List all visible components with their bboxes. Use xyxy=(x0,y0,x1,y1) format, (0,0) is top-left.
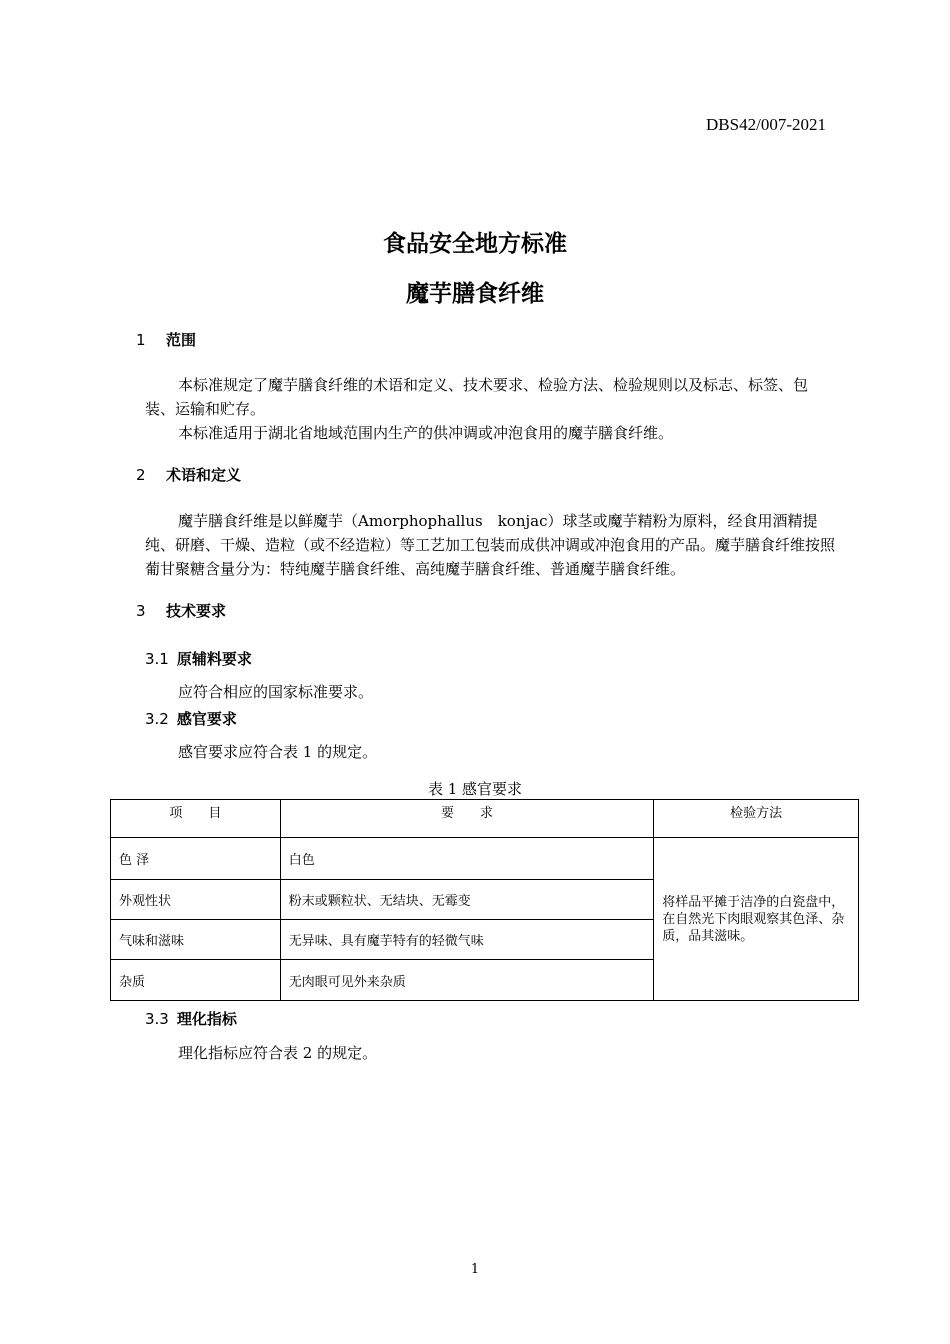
paragraph: 理化指标应符合表 2 的规定。 xyxy=(178,1044,378,1062)
table-header-row xyxy=(111,800,859,838)
section-1-heading xyxy=(136,329,196,350)
method-cell: 将样品平摊于洁净的白瓷盘中，在自然光下肉眼观察其色泽、杂质，品其滋味。 xyxy=(654,838,859,1001)
requirement-cell: 粉末或颗粒状、无结块、无霉变 xyxy=(280,880,653,920)
paragraph: 感官要求应符合表 1 的规定。 xyxy=(178,743,378,761)
paragraph: 应符合相应的国家标准要求。 xyxy=(178,683,374,701)
item-cell: 色 泽 xyxy=(111,838,281,880)
section-title: 技术要求 xyxy=(166,602,227,620)
paragraph: 本标准规定了魔芋膳食纤维的术语和定义、技术要求、检验方法、检验规则以及标志、标签、包装、运输和贮存。 xyxy=(145,376,809,418)
table-1-caption: 表 1 感官要求 xyxy=(427,780,523,798)
section-number: 3.3 xyxy=(145,1010,169,1028)
header-requirement: 要 求 xyxy=(280,800,653,838)
header-method: 检验方法 xyxy=(654,800,859,838)
standard-code: DBS42/007-2021 xyxy=(706,115,826,134)
section-3-2-body xyxy=(145,740,835,764)
section-number: 3 xyxy=(136,602,146,620)
item-cell: 外观性状 xyxy=(111,880,281,920)
paragraph: 魔芋膳食纤维是以鲜魔芋（Amorphophallus konjac）球茎或魔芋精粉为原料，经食用酒精提纯、研磨、干燥、造粒（或不经造粒）等工艺加工包装而成供冲调或冲泡食用的产品。魔芋膳食纤维按照葡甘聚糖含量分为：特纯魔芋膳食纤维、高纯魔芋膳食纤维、普通魔芋膳食纤维。 xyxy=(145,512,836,578)
requirement-cell: 无异味、具有魔芋特有的轻微气味 xyxy=(280,920,653,960)
section-title: 原辅料要求 xyxy=(176,650,252,668)
section-3-heading xyxy=(136,600,226,621)
table-row xyxy=(111,838,859,880)
header-item: 项 目 xyxy=(111,800,281,838)
section-3-1-heading xyxy=(145,648,252,669)
section-2-body xyxy=(145,509,835,581)
sensory-table xyxy=(110,799,859,1001)
section-title: 范围 xyxy=(166,331,197,349)
section-number: 3.2 xyxy=(145,710,169,728)
item-cell: 杂质 xyxy=(111,960,281,1001)
section-3-3-heading xyxy=(145,1008,237,1029)
section-number: 2 xyxy=(136,466,146,484)
requirement-cell: 白色 xyxy=(280,838,653,880)
section-number: 3.1 xyxy=(145,650,169,668)
section-title: 理化指标 xyxy=(176,1010,237,1028)
doc-subtitle: 魔芋膳食纤维 xyxy=(406,281,544,307)
section-title: 术语和定义 xyxy=(166,466,242,484)
section-3-2-heading xyxy=(145,708,237,729)
section-title: 感官要求 xyxy=(176,710,237,728)
page-number: 1 xyxy=(470,1262,480,1277)
section-1-body xyxy=(145,373,835,445)
paragraph: 本标准适用于湖北省地域范围内生产的供冲调或冲泡食用的魔芋膳食纤维。 xyxy=(178,424,674,442)
section-3-1-body xyxy=(145,680,835,704)
section-2-heading xyxy=(136,464,241,485)
section-3-3-body xyxy=(145,1041,835,1065)
requirement-cell: 无肉眼可见外来杂质 xyxy=(280,960,653,1001)
doc-title: 食品安全地方标准 xyxy=(383,231,567,257)
item-cell: 气味和滋味 xyxy=(111,920,281,960)
section-number: 1 xyxy=(136,331,146,349)
